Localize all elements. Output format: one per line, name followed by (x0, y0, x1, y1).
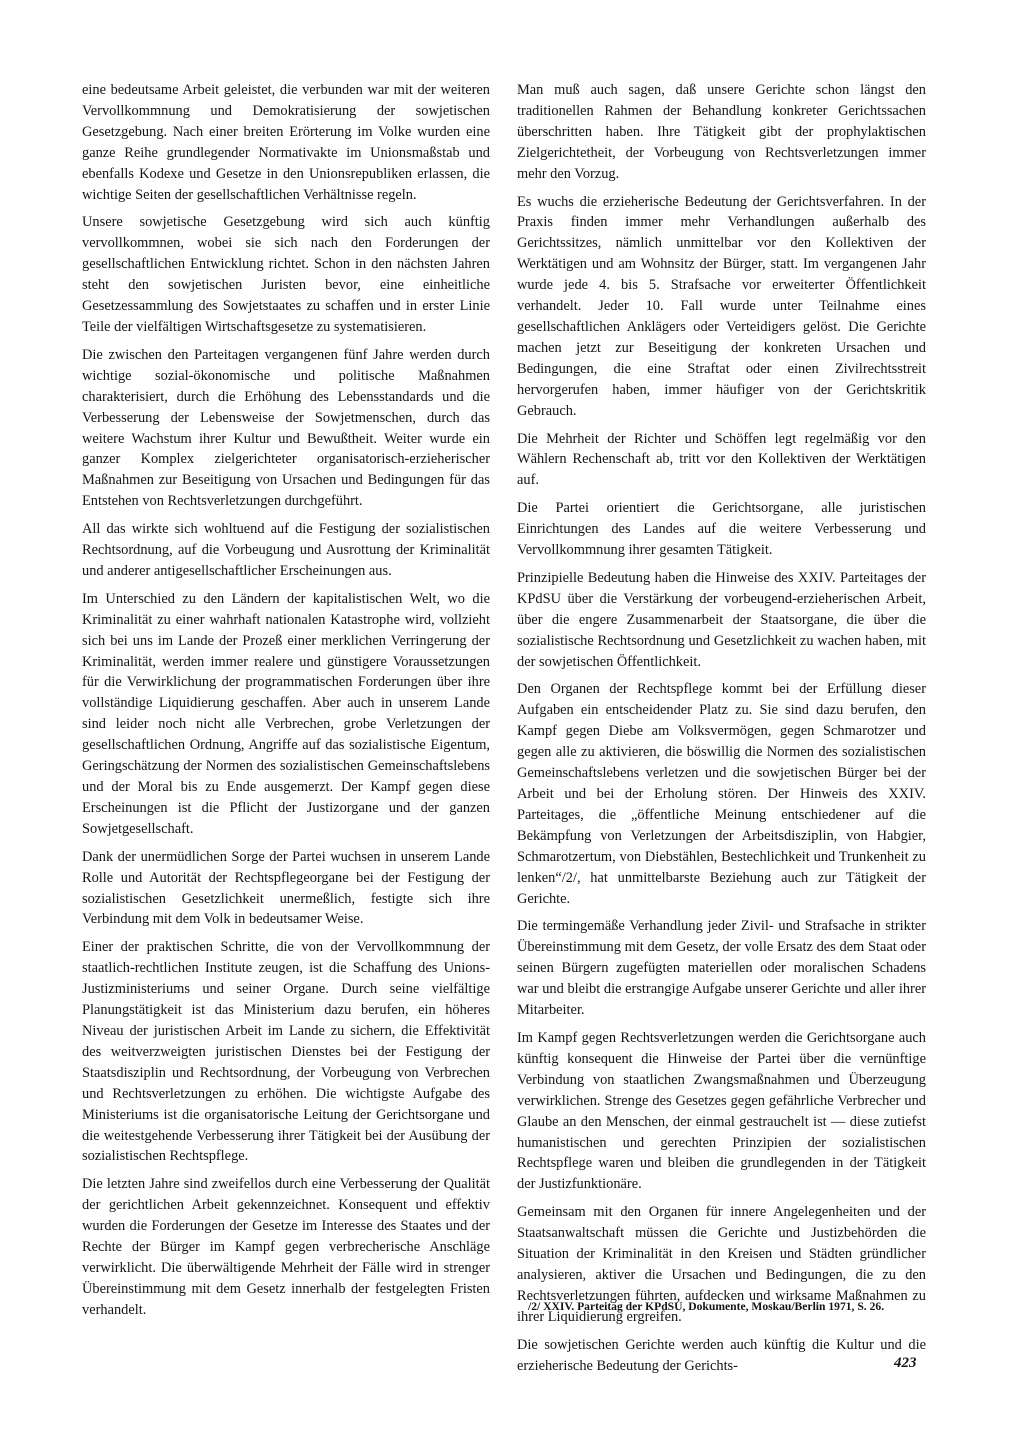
paragraph: All das wirkte sich wohltuend auf die Festigung der sozialistischen Rechtsordnung, auf die Vorbeugung und Ausrottung der Kriminalität und anderer antigesellschaftlicher Erscheinungen aus. (82, 521, 490, 579)
page-number: 423 (894, 1355, 917, 1371)
paragraph: Die letzten Jahre sind zweifellos durch eine Verbesserung der Qualität der gerichtlichen Arbeit gekennzeichnet. Konsequent und effektiv wurden die Forderungen der Gesetze im Interesse des Staates und der Rechte der Bürger im Kampf gegen verbrecherische Anschläge verwirklicht. Die überwältigende Mehrheit der Fälle wird in strenger Übereinstimmung mit dem Gesetz innerhalb der festgelegten Fristen verhandelt. (82, 1176, 490, 1318)
paragraph: eine bedeutsame Arbeit geleistet, die verbunden war mit der weiteren Vervollkommnung und Demokratisierung der sowjetischen Gesetzgebung. Nach einer breiten Erörterung im Volke wurden eine ganze Reihe grundlegender Normativakte im Unionsmaßstab und ebenfalls Kodexe und Gesetze in den Unionsrepubliken erlassen, die wichtige Seiten der gesellschaftlichen Verhältnisse regeln. (82, 82, 490, 203)
paragraph: Im Kampf gegen Rechtsverletzungen werden die Gerichtsorgane auch künftig konsequent die Hinweise der Partei über die vernünftige Verbindung von staatlichen Zwangsmaßnahmen und Überzeugung verwirklichen. Strenge des Gesetzes gegen gefährliche Verbrecher und Glaube an den Menschen, der einmal gestrauchelt ist — diese zutiefst humanistischen und gerechten Prinzipien der sozialistischen Rechtspflege waren und bleiben die grundlegenden in der Tätigkeit der Justizfunktionäre. (517, 1029, 926, 1193)
paragraph: Den Organen der Rechtspflege kommt bei der Erfüllung dieser Aufgaben ein entscheidender Platz zu. Sie sind dazu berufen, den Kampf gegen Diebe am Volksvermögen, gegen Schmarotzer und gegen alle zu aktivieren, die böswillig die Normen des sozialistischen Gemeinschaftslebens verletzen und die sowjetischen Bürger bei der Arbeit und bei der Erholung stören. Der Hinweis des XXIV. Parteitages, die „öffentliche Meinung entschiedener auf die Bekämpfung von Verletzungen der Arbeitsdisziplin, von Habgier, Schmarotzertum, von Diebstählen, Bestechlichkeit und Trunkenheit zu lenken“/2/, hat unmittelbarste Beziehung auch zur Tätigkeit der Gerichte. (517, 681, 926, 907)
paragraph: Die Partei orientiert die Gerichtsorgane, alle juristischen Einrichtungen des Landes auf die weitere Verbesserung und Vervollkommnung ihrer gesamten Tätigkeit. (517, 500, 926, 559)
paragraph: Einer der praktischen Schritte, die von der Vervollkommnung der staatlich-rechtlichen Institute zeugen, ist die Schaffung des Unions-Justizministeriums und seiner Organe. Durch seine vielfältige Planungstätigkeit ist das Ministerium dazu berufen, ein höheres Niveau der juristischen Arbeit im Lande zu sichern, die Effektivität des weitverzweigten juristischen Dienstes bei der Festigung der Staatsdisziplin und Rechtsordnung, der Vorbeugung von Verbrechen und Rechtsverletzungen zu erhöhen. Die wichtigste Aufgabe des Ministeriums ist die organisatorische Leitung der Gerichtsorgane und die weitestgehende Verbesserung ihrer Tätigkeit bei der Ausübung der sozialistischen Rechtspflege. (82, 939, 490, 1165)
paragraph: Dank der unermüdlichen Sorge der Partei wuchsen in unserem Lande Rolle und Autorität der Rechtspflegeorgane bei der Festigung der sozialistischen Gesetzlichkeit unermeßlich, festigte sich ihre Verbindung mit dem Volk in bedeutsamer Weise. (82, 848, 490, 928)
paragraph: Im Unterschied zu den Ländern der kapitalistischen Welt, wo die Kriminalität zu einer wahrhaft nationalen Katastrophe wird, vollzieht sich bei uns im Lande der Prozeß einer merklichen Verringerung der Kriminalität, werden immer realere und günstigere Voraussetzungen für die Verwirklichung der programmatischen Forderungen über ihre vollständige Liquidierung geschaffen. Aber auch in unserem Lande sind leider noch nicht alle Verbrechen, grobe Verletzungen der gesellschaftlichen Ordnung, Angriffe auf das sozialistische Eigentum, Geringschätzung der Normen des sozialistischen Gemeinschaftslebens und der Moral bis zu Ende ausgemerzt. Der Kampf gegen diese Erscheinungen ist die Pflicht der Justizorgane und der ganzen Sowjetgesellschaft. (82, 590, 490, 837)
paragraph: Die Mehrheit der Richter und Schöffen legt regelmäßig vor den Wählern Rechenschaft ab, tritt vor den Kollektiven der Werktätigen auf. (517, 430, 926, 489)
paragraph: Unsere sowjetische Gesetzgebung wird sich auch künftig vervollkommnen, wobei sie sich nach den Forderungen der gesellschaftlichen Entwicklung richtet. Schon in den nächsten Jahren steht den sowjetischen Juristen bevor, eine einheitliche Gesetzessammlung des Sowjetstaates zu schaffen und in erster Linie Teile der vielfältigen Wirtschaftsgesetze zu systematisieren. (82, 214, 490, 335)
left-column (82, 80, 490, 1328)
paragraph: Die zwischen den Parteitagen vergangenen fünf Jahre werden durch wichtige sozial-ökonomische und politische Maßnahmen charakterisiert, durch die Erhöhung des Lebensstandards und die Verbesserung der Lebensweise der Sowjetmenschen, durch das weitere Wachstum ihrer Kultur und Bewußtheit. Weiter wurde ein ganzer Komplex zielgerichteter organisatorisch-erzieherischer Maßnahmen zur Beseitigung von Ursachen und Bedingungen für das Entstehen von Rechtsverletzungen durchgeführt. (82, 346, 490, 510)
paragraph: Prinzipielle Bedeutung haben die Hinweise des XXIV. Parteitages der KPdSU über die Verstärkung der vorbeugend-erzieherischen Arbeit, über die engere Zusammenarbeit der Staatsorgane, die über die sozialistische Rechtsordnung und Gesetzlichkeit zu wachen haben, mit der sowjetischen Öffentlichkeit. (517, 569, 926, 670)
paragraph: Man muß auch sagen, daß unsere Gerichte schon längst den traditionellen Rahmen der Behandlung konkreter Gerichtssachen überschritten haben. Ihre Tätigkeit gibt der prophylaktischen Zielgerichtetheit, der Vorbeugung von Rechtsverletzungen immer mehr den Vorzug. (517, 82, 926, 182)
right-column (517, 80, 926, 1383)
paragraph: Die termingemäße Verhandlung jeder Zivil- und Strafsache in strikter Übereinstimmung mit dem Gesetz, der volle Ersatz des dem Staat oder seinen Bürgern zugefügten materiellen oder moralischen Schadens war und bleibt die erstrangige Aufgabe unserer Gerichte und aller ihrer Mitarbeiter. (517, 918, 926, 1019)
footnote: /2/ XXIV. Parteitag der KPdSU, Dokumente, Moskau/Berlin 1971, S. 26. (528, 1300, 885, 1313)
paragraph: Die sowjetischen Gerichte werden auch künftig die Kultur und die erzieherische Bedeutung der Gerichts- (517, 1336, 926, 1374)
paragraph: Gemeinsam mit den Organen für innere Angelegenheiten und der Staatsanwaltschaft müssen die Gerichte und Justizbehörden die Situation der Kriminalität in den Kreisen und Städten gründlicher analysieren, aktiver die Ursachen und Bedingungen, die zu den Rechtsverletzungen führten, aufdecken und wirksame Maßnahmen zu ihrer Liquidierung ergreifen. (517, 1204, 926, 1325)
paragraph: Es wuchs die erzieherische Bedeutung der Gerichtsverfahren. In der Praxis finden immer mehr Verhandlungen außerhalb des Gerichtssitzes, nämlich unmittelbar vor den Kollektiven der Werktätigen und am Wohnsitz der Bürger, statt. Im vergangenen Jahr wurde jede 4. bis 5. Strafsache vor erweiterter Öffentlichkeit verhandelt. Jeder 10. Fall wurde unter Teilnahme eines gesellschaftlichen Anklägers oder Verteidigers gelöst. Die Gerichte machen jetzt zur Beseitigung der konkreten Ursachen und Bedingungen, die eine Straftat oder einen Zivilrechtsstreit hervorgerufen haben, immer häufiger von der Gerichtskritik Gebrauch. (517, 193, 926, 419)
